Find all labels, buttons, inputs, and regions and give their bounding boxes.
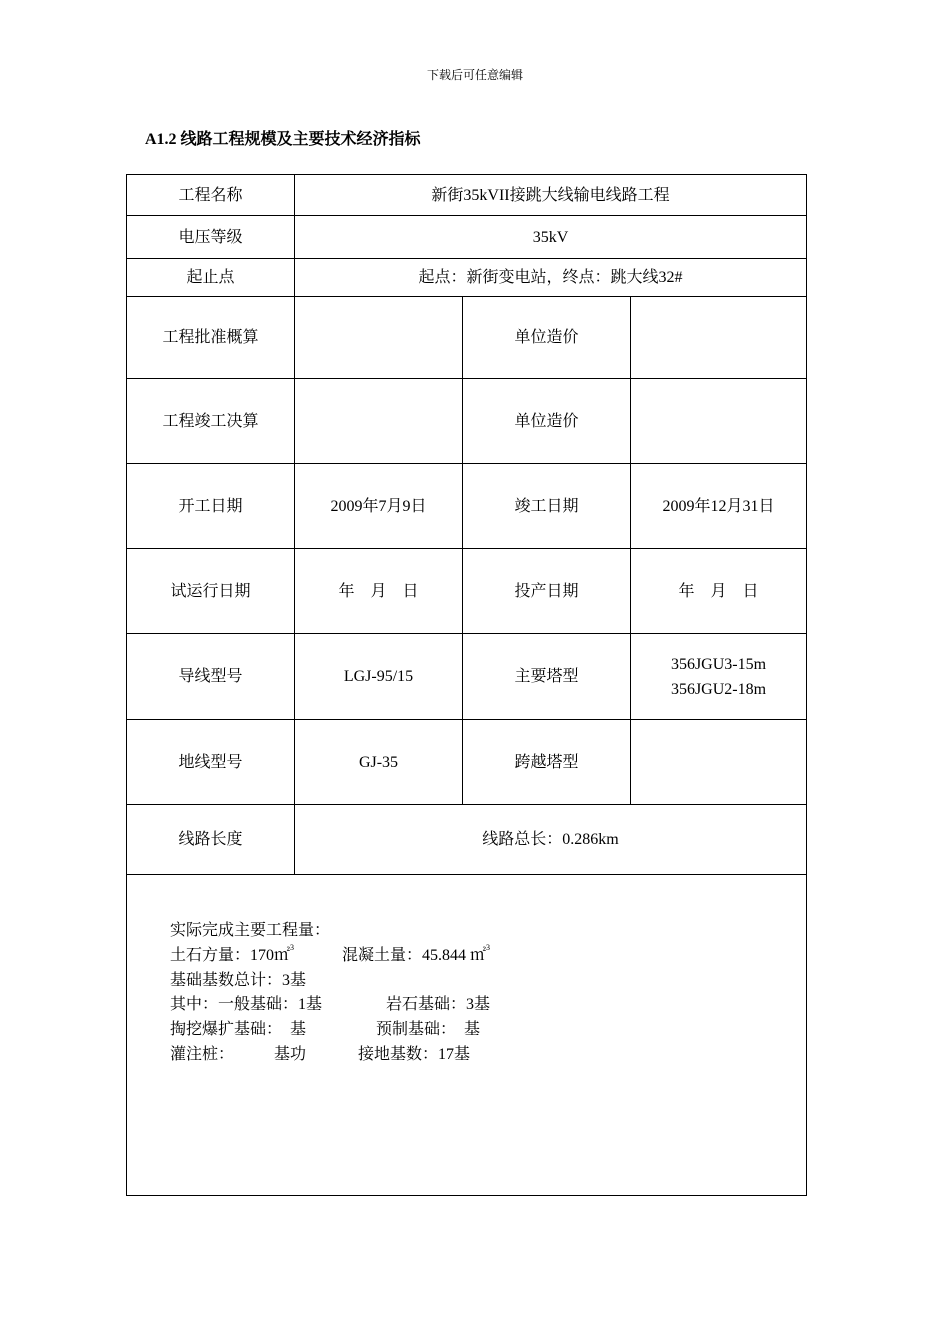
- endpoints-value: 起点：新街变电站，终点：跳大线32#: [295, 259, 807, 297]
- tower-type-2: 356JGU2-18m: [670, 680, 767, 698]
- length-value: 线路总长：0.286km: [295, 805, 807, 875]
- foundation-total: 基础基数总计：3基: [170, 971, 307, 989]
- trial-date-value: 年 月 日: [295, 549, 463, 634]
- unit-cost-value-2: [631, 379, 807, 464]
- crossing-tower-value: [631, 720, 807, 805]
- tower-type-label: 主要塔型: [463, 634, 631, 720]
- conductor-value: LGJ-95/15: [295, 634, 463, 720]
- general-foundation: 其中：一般基础：1基: [170, 996, 323, 1014]
- pile-foundation: 灌注桩： 基功: [170, 1045, 307, 1063]
- ground-wire-value: GJ-35: [295, 720, 463, 805]
- excavated-foundation: 掏挖爆扩基础： 基: [170, 1021, 307, 1039]
- earth-volume: 土石方量：170㎡: [170, 946, 291, 964]
- table-row: [127, 634, 807, 720]
- budget-label: 工程批准概算: [127, 297, 295, 379]
- settlement-label: 工程竣工决算: [127, 379, 295, 464]
- project-indicator-table: [126, 174, 807, 1196]
- trial-date-label: 试运行日期: [127, 549, 295, 634]
- voltage-label: 电压等级: [127, 216, 295, 259]
- earth-sup: 3: [290, 942, 295, 952]
- work-line-foundation: [170, 993, 806, 1018]
- work-line-excavated: [170, 1018, 806, 1043]
- conductor-label: 导线型号: [127, 634, 295, 720]
- concrete-volume: 混凝土量：45.844 ㎡: [342, 946, 487, 964]
- page-header: 下载后可任意编辑: [426, 68, 523, 82]
- table-row: [127, 875, 807, 1196]
- project-name-value: 新街35kVII接跳大线输电线路工程: [295, 175, 807, 216]
- unit-cost-label: 单位造价: [463, 297, 631, 379]
- table-row: [127, 259, 807, 297]
- start-date-label: 开工日期: [127, 464, 295, 549]
- completion-date-value: 2009年12月31日: [631, 464, 807, 549]
- section-title: A1.2 线路工程规模及主要技术经济指标: [145, 131, 421, 148]
- table-row: [127, 549, 807, 634]
- work-line-pile: [170, 1043, 806, 1068]
- table-row: [127, 464, 807, 549]
- production-date-value: 年 月 日: [631, 549, 807, 634]
- table-row: [127, 216, 807, 259]
- work-line-earth: [170, 944, 806, 969]
- start-date-value: 2009年7月9日: [295, 464, 463, 549]
- table-row: [127, 805, 807, 875]
- project-name-label: 工程名称: [127, 175, 295, 216]
- table-row: [127, 379, 807, 464]
- tower-type-value: [631, 634, 807, 720]
- production-date-label: 投产日期: [463, 549, 631, 634]
- tower-type-1: 356JGU3-15m: [670, 655, 767, 673]
- table-row: [127, 175, 807, 216]
- settlement-value: [295, 379, 463, 464]
- voltage-value: 35kV: [295, 216, 807, 259]
- unit-cost-value: [631, 297, 807, 379]
- concrete-sup: 3: [486, 942, 491, 952]
- endpoints-label: 起止点: [127, 259, 295, 297]
- crossing-tower-label: 跨越塔型: [463, 720, 631, 805]
- budget-value: [295, 297, 463, 379]
- length-label: 线路长度: [127, 805, 295, 875]
- work-heading: 实际完成主要工程量：: [170, 922, 331, 939]
- grounding-count: 接地基数：17基: [358, 1045, 471, 1063]
- rock-foundation: 岩石基础：3基: [386, 996, 491, 1014]
- work-quantity-cell: [127, 875, 807, 1196]
- table-row: [127, 720, 807, 805]
- table-row: [127, 297, 807, 379]
- ground-wire-label: 地线型号: [127, 720, 295, 805]
- unit-cost-label-2: 单位造价: [463, 379, 631, 464]
- precast-foundation: 预制基础： 基: [376, 1021, 481, 1039]
- completion-date-label: 竣工日期: [463, 464, 631, 549]
